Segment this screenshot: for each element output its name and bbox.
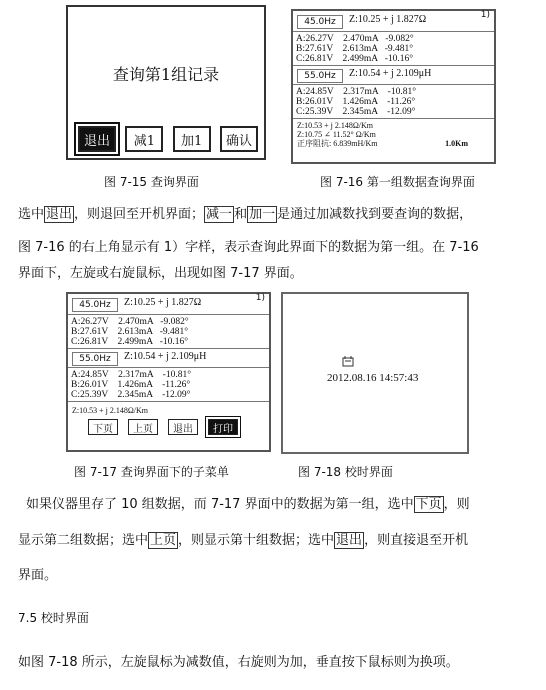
previous-page-keyword: 上页	[150, 533, 177, 548]
softkey-row	[78, 126, 258, 152]
phase-b-row: B:27.61V 2.613mA -9.481°	[296, 44, 414, 54]
phase-c-row: C:26.81V 2.499mA -10.16°	[71, 337, 189, 347]
phase-block-1	[293, 32, 494, 66]
exit-keyword: 退出	[46, 207, 73, 222]
submenu-softkeys	[68, 417, 269, 437]
section-heading: 7.5 校时界面	[18, 611, 89, 625]
phase-c-row-2: C:25.39V 2.345mA -12.09°	[71, 390, 191, 400]
paragraph-3: 如图 7-18 所示，左旋鼠标为减数值，右旋则为加，垂直按下鼠标则为换项。	[18, 655, 459, 670]
paragraph-2-line-1	[26, 493, 470, 517]
first-group-data-figure	[291, 9, 496, 164]
frequency-badge: 45.0Hz	[72, 298, 118, 312]
figure-7-15-caption: 图 7-15 查询界面	[104, 175, 199, 189]
increment-softkey[interactable]: 加1	[173, 126, 211, 152]
phase-block-1	[68, 315, 269, 349]
line-impedance-polar: Z:10.75 ∠ 11.52° Ω/Km	[297, 130, 376, 139]
phase-b-row-2: B:26.01V 1.426mA -11.26°	[296, 97, 416, 107]
phase-c-row-2: C:25.39V 2.345mA -12.09°	[296, 107, 416, 117]
phase-a-row: A:26.27V 2.470mA -9.082°	[71, 317, 189, 327]
paragraph-1-line-1	[18, 203, 472, 227]
next-page-softkey[interactable]: 下页	[88, 419, 118, 435]
line-length: 1.0Km	[445, 139, 468, 148]
figure-7-18-caption: 图 7-18 校时界面	[298, 465, 393, 479]
query-submenu-figure	[66, 292, 271, 452]
print-softkey[interactable]: 打印	[208, 419, 238, 435]
clock-icon	[342, 352, 354, 364]
positive-sequence-impedance: 正序阻抗: 6.839mH/Km	[297, 139, 378, 148]
text-span: 是通过加减数找到要查询的数据，	[277, 207, 473, 222]
datetime-readout[interactable]: 2012.08.16 14:57:43	[327, 372, 419, 384]
text-span: 如果仪器里存了 10 组数据，而 7-17 界面中的数据为第一组，选中	[26, 497, 414, 512]
paragraph-1-line-2: 图 7-16 的右上角显示有 1）字样，表示查询此界面下的数据为第一组。在 7-16	[18, 240, 479, 255]
time-setting-figure	[281, 292, 469, 454]
line-impedance: Z:10.53 + j 2.148Ω/Km	[72, 406, 149, 415]
paragraph-1-line-3: 界面下，左旋或右旋鼠标，出现如图 7-17 界面。	[18, 266, 303, 281]
paragraph-2-line-2	[18, 529, 468, 553]
text-span: 显示第二组数据；选中	[18, 533, 149, 548]
text-span: ，则直接退至开机	[364, 533, 469, 548]
line-impedance: Z:10.53 + j 2.148Ω/Km	[297, 121, 374, 130]
phase-a-row-2: A:24.85V 2.317mA -10.81°	[296, 87, 417, 97]
frequency-badge: 45.0Hz	[297, 15, 343, 29]
decrement-softkey[interactable]: 减1	[125, 126, 163, 152]
exit-softkey[interactable]: 退出	[168, 419, 198, 435]
query-record-title: 查询第1组记录	[112, 65, 220, 84]
impedance-readout-2: Z:10.54 + j 2.109μH	[349, 68, 432, 79]
query-screen-figure	[66, 5, 266, 160]
exit-softkey[interactable]: 退出	[78, 126, 116, 152]
phase-c-row: C:26.81V 2.499mA -10.16°	[296, 54, 414, 64]
phase-a-row: A:26.27V 2.470mA -9.082°	[296, 34, 414, 44]
phase-b-row: B:27.61V 2.613mA -9.481°	[71, 327, 189, 337]
text-span: ，则	[443, 497, 470, 512]
next-page-keyword: 下页	[415, 497, 442, 512]
phase-a-row-2: A:24.85V 2.317mA -10.81°	[71, 370, 192, 380]
previous-page-softkey[interactable]: 上页	[128, 419, 158, 435]
impedance-readout-2: Z:10.54 + j 2.109μH	[124, 351, 207, 362]
impedance-readout: Z:10.25 + j 1.827Ω	[349, 14, 427, 25]
summary-footer	[293, 119, 494, 150]
group-index: 1)	[480, 10, 490, 20]
confirm-softkey[interactable]: 确认	[220, 126, 258, 152]
text-span: 选中	[18, 207, 45, 222]
frequency-badge-2: 55.0Hz	[72, 352, 118, 366]
text-span: ，则显示第十组数据；选中	[178, 533, 335, 548]
exit-keyword: 退出	[336, 533, 363, 548]
plus-one-keyword: 加一	[249, 207, 276, 222]
phase-b-row-2: B:26.01V 1.426mA -11.26°	[71, 380, 191, 390]
phase-block-2	[68, 368, 269, 402]
phase-block-2	[293, 85, 494, 119]
impedance-readout: Z:10.25 + j 1.827Ω	[124, 297, 202, 308]
minus-one-keyword: 减一	[206, 207, 233, 222]
frequency-badge-2: 55.0Hz	[297, 69, 343, 83]
text-span: ，则退回至开机界面；	[74, 207, 205, 222]
paragraph-2-line-3: 界面。	[18, 568, 58, 583]
figure-7-16-caption: 图 7-16 第一组数据查询界面	[320, 175, 475, 189]
figure-7-17-caption: 图 7-17 查询界面下的子菜单	[74, 465, 229, 479]
group-index: 1)	[255, 293, 265, 303]
text-span: 和	[234, 207, 248, 222]
